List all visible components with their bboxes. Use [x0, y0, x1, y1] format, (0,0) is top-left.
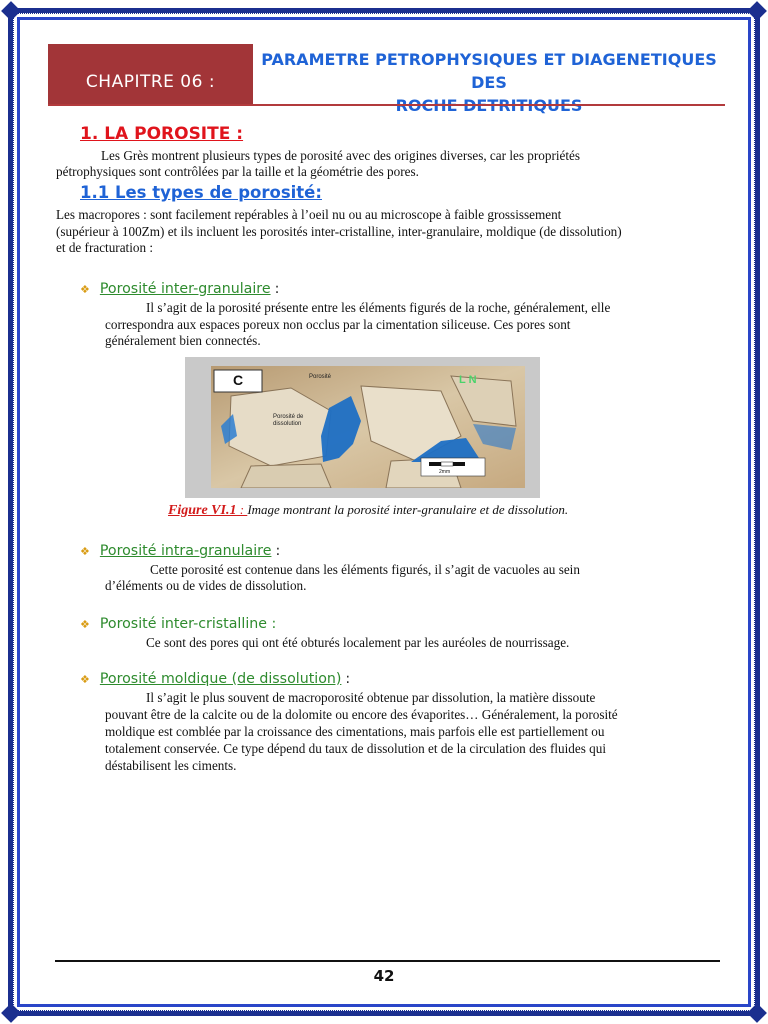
- micrograph-scale-label: 2mm: [439, 469, 451, 475]
- bullet-intra-granulaire: [80, 543, 280, 559]
- paragraph-line: Il s’agit de la porosité présente entre les éléments figurés de la roche, généralement, elle: [146, 300, 611, 315]
- micrograph-label-dissolution: Porosité de dissolution: [273, 414, 304, 427]
- section-heading-porosite: 1. LA POROSITE :: [80, 124, 244, 144]
- chapter-title: [258, 48, 720, 117]
- bullet-title: Porosité inter-granulaire: [99, 281, 271, 297]
- paragraph-line: et de fracturation :: [56, 240, 154, 255]
- diamond-bullet-icon: ❖: [80, 618, 90, 631]
- bullet-colon: :: [275, 543, 281, 559]
- bullet-inter-cristalline: [80, 616, 280, 632]
- paragraph-line: Ce sont des pores qui ont été obturés localement par les auréoles de nourrissage.: [146, 635, 570, 650]
- diamond-bullet-icon: ❖: [80, 283, 90, 296]
- figure-caption-separator: :: [236, 502, 248, 517]
- paragraph-line: correspondra aux espaces poreux non occlus par la cimentation siliceuse. Ces pores sont: [105, 317, 571, 332]
- paragraph-line: généralement bien connectés.: [105, 333, 261, 348]
- header-divider: [48, 104, 725, 106]
- thin-section-micrograph: [211, 366, 525, 488]
- paragraph-line: totalement conservée. Ce type dépend du taux de dissolution et de la circulation des fluides qui: [105, 741, 606, 756]
- paragraph-line: pouvant être de la calcite ou de la dolomite ou encore des évaporites… Généralement, la porosité: [105, 707, 618, 722]
- paragraph-line: Les macropores : sont facilement repérables à l’oeil nu ou au microscope à faible grossissement: [56, 207, 562, 222]
- paragraph-line: Il s’agit le plus souvent de macroporosité obtenue par dissolution, la matière dissoute: [146, 690, 596, 705]
- paragraph-line: déstabilisent les ciments.: [105, 758, 237, 773]
- bullet-inter-granulaire: [80, 281, 279, 297]
- bullet-colon: :: [274, 281, 280, 297]
- bullet-title: Porosité moldique (de dissolution): [99, 671, 342, 687]
- chapter-title-line1: PARAMETRE PETROPHYSIQUES ET DIAGENETIQUES DES: [261, 50, 717, 92]
- micrograph-label-ln: L N: [459, 374, 477, 386]
- footer-divider: [55, 960, 720, 962]
- diamond-bullet-icon: ❖: [80, 545, 90, 558]
- figure-caption-text: Image montrant la porosité inter-granulaire et de dissolution.: [247, 502, 569, 517]
- paragraph-line: pétrophysiques sont contrôlées par la taille et la géométrie des pores.: [56, 164, 419, 179]
- bullet-title: Porosité inter-cristalline :: [99, 616, 277, 632]
- page-number: 42: [373, 967, 395, 985]
- subsection-heading-types: 1.1 Les types de porosité:: [80, 183, 322, 202]
- micrograph-label-porosite: Porosité: [309, 374, 332, 380]
- paragraph-line: (supérieur à 100Zm) et ils incluent les porosités inter-cristalline, inter-granulaire, moldique (de dissolution): [56, 224, 622, 239]
- paragraph-line: moldique est comblée par la croissance des cimentations, mais parfois elle est partiellement ou: [105, 724, 605, 739]
- paragraph-line: Cette porosité est contenue dans les éléments figurés, il s’agit de vacuoles au sein: [150, 562, 580, 577]
- paragraph-line: Les Grès montrent plusieurs types de porosité avec des origines diverses, car les propriétés: [101, 148, 581, 163]
- diamond-bullet-icon: ❖: [80, 673, 90, 686]
- figure-number: Figure VI.1: [168, 503, 237, 518]
- bullet-moldique: [80, 671, 350, 687]
- paragraph-line: d’éléments ou de vides de dissolution.: [105, 578, 307, 593]
- figure-caption: [168, 502, 568, 519]
- micrograph-label-c: C: [232, 372, 244, 388]
- bullet-colon: :: [345, 671, 351, 687]
- bullet-title: Porosité intra-granulaire: [99, 543, 272, 559]
- chapter-label: CHAPITRE 06 :: [85, 72, 216, 92]
